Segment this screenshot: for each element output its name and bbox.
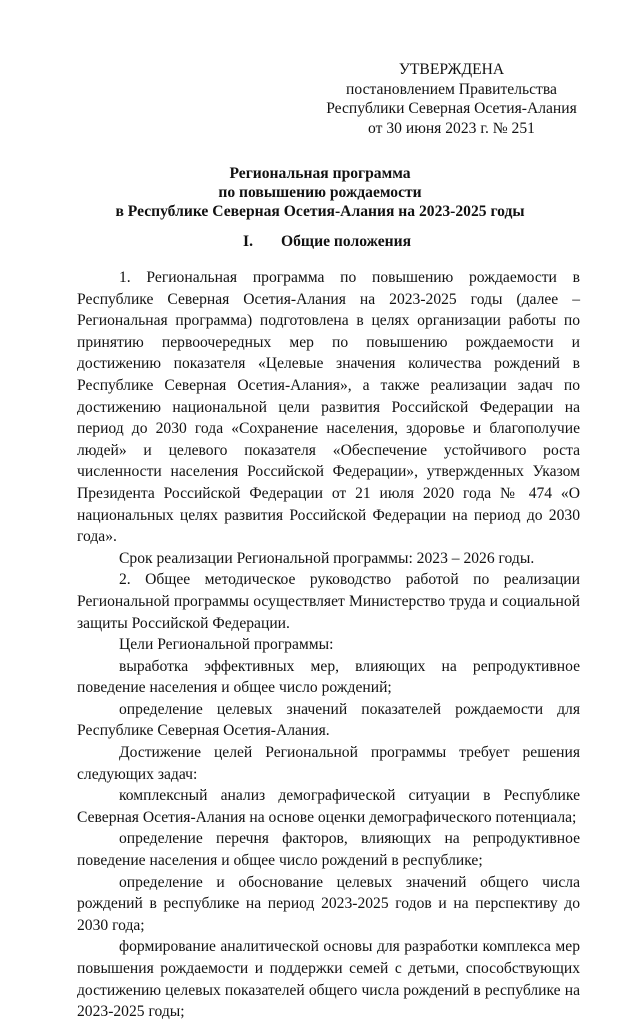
- section-number: I.: [243, 233, 253, 250]
- paragraph: определение и обоснование целевых значений общего числа рождений в республике на период 2023-2025 годов и на перспективу до 2030 года;: [77, 873, 580, 934]
- paragraph: определение целевых значений показателей рождаемости для Республике Северная Осетия-Алания.: [77, 700, 580, 740]
- document-title: [60, 164, 580, 221]
- approval-line-2: постановлением Правительства: [346, 80, 557, 98]
- title-line-2: по повышению рождаемости: [218, 184, 422, 201]
- approval-line-4: от 30 июня 2023 г. № 251: [368, 119, 535, 137]
- paragraph: Срок реализации Региональной программы: 2023 – 2026 годы.: [119, 549, 535, 567]
- paragraph: 2. Общее методическое руководство работой по реализации Региональной программы осуществляет Министерство труда и социальной защиты Российской Федерации.: [77, 571, 580, 632]
- approval-line-3: Республики Северная Осетия-Алания: [326, 100, 577, 117]
- paragraph: 1. Региональная программа по повышению рождаемости в Республике Северная Осетия-Алания на 2023-2025 годы (далее – Региональная программа) подготовлена в целях организации работы по принятию первоочередных мер по повышению рождаемости и достижению показателя «Целевые значения количества рождений в Республике Северная Осетия-Алания», а также реализации задач по достижению национальной цели развития Российской Федерации на период до 2030 года «Сохранение населения, здоровье и благополучие людей» и целевого показателя «Обеспечение устойчивого роста численности населения Российской Федерации», утвержденных Указом Президента Российской Федерации от 21 июля 2020 года № 474 «О национальных целях развития Российской Федерации на период до 2030 года».: [77, 269, 580, 546]
- paragraph: формирование аналитической основы для разработки комплекса мер повышения рождаемости и поддержки семей с детьми, способствующих достижению целевых показателей общего числа рождений в республике на 2023-2025 годы;: [77, 938, 580, 1021]
- section-title: Общие положения: [281, 233, 412, 250]
- paragraph: Достижение целей Региональной программы требует решения следующих задач:: [77, 744, 580, 783]
- paragraph: комплексный анализ демографической ситуации в Республике Северная Осетия-Алания на основе оценки демографического потенциала;: [77, 787, 580, 826]
- document-body: [77, 267, 580, 1023]
- paragraph: определение перечня факторов, влияющих на репродуктивное поведение населения и общее число рождений в республике;: [77, 830, 580, 870]
- paragraph: Цели Региональной программы:: [119, 636, 334, 654]
- title-line-1: Региональная программа: [229, 165, 411, 182]
- title-line-3: в Республике Северная Осетия-Алания на 2023-2025 годы: [115, 203, 525, 220]
- paragraph: выработка эффективных мер, влияющих на репродуктивное поведение населения и общее число рождений;: [77, 657, 580, 697]
- section-heading: [60, 232, 580, 252]
- approval-stamp: [320, 60, 583, 138]
- approval-line-1: УТВЕРЖДЕНА: [398, 61, 505, 78]
